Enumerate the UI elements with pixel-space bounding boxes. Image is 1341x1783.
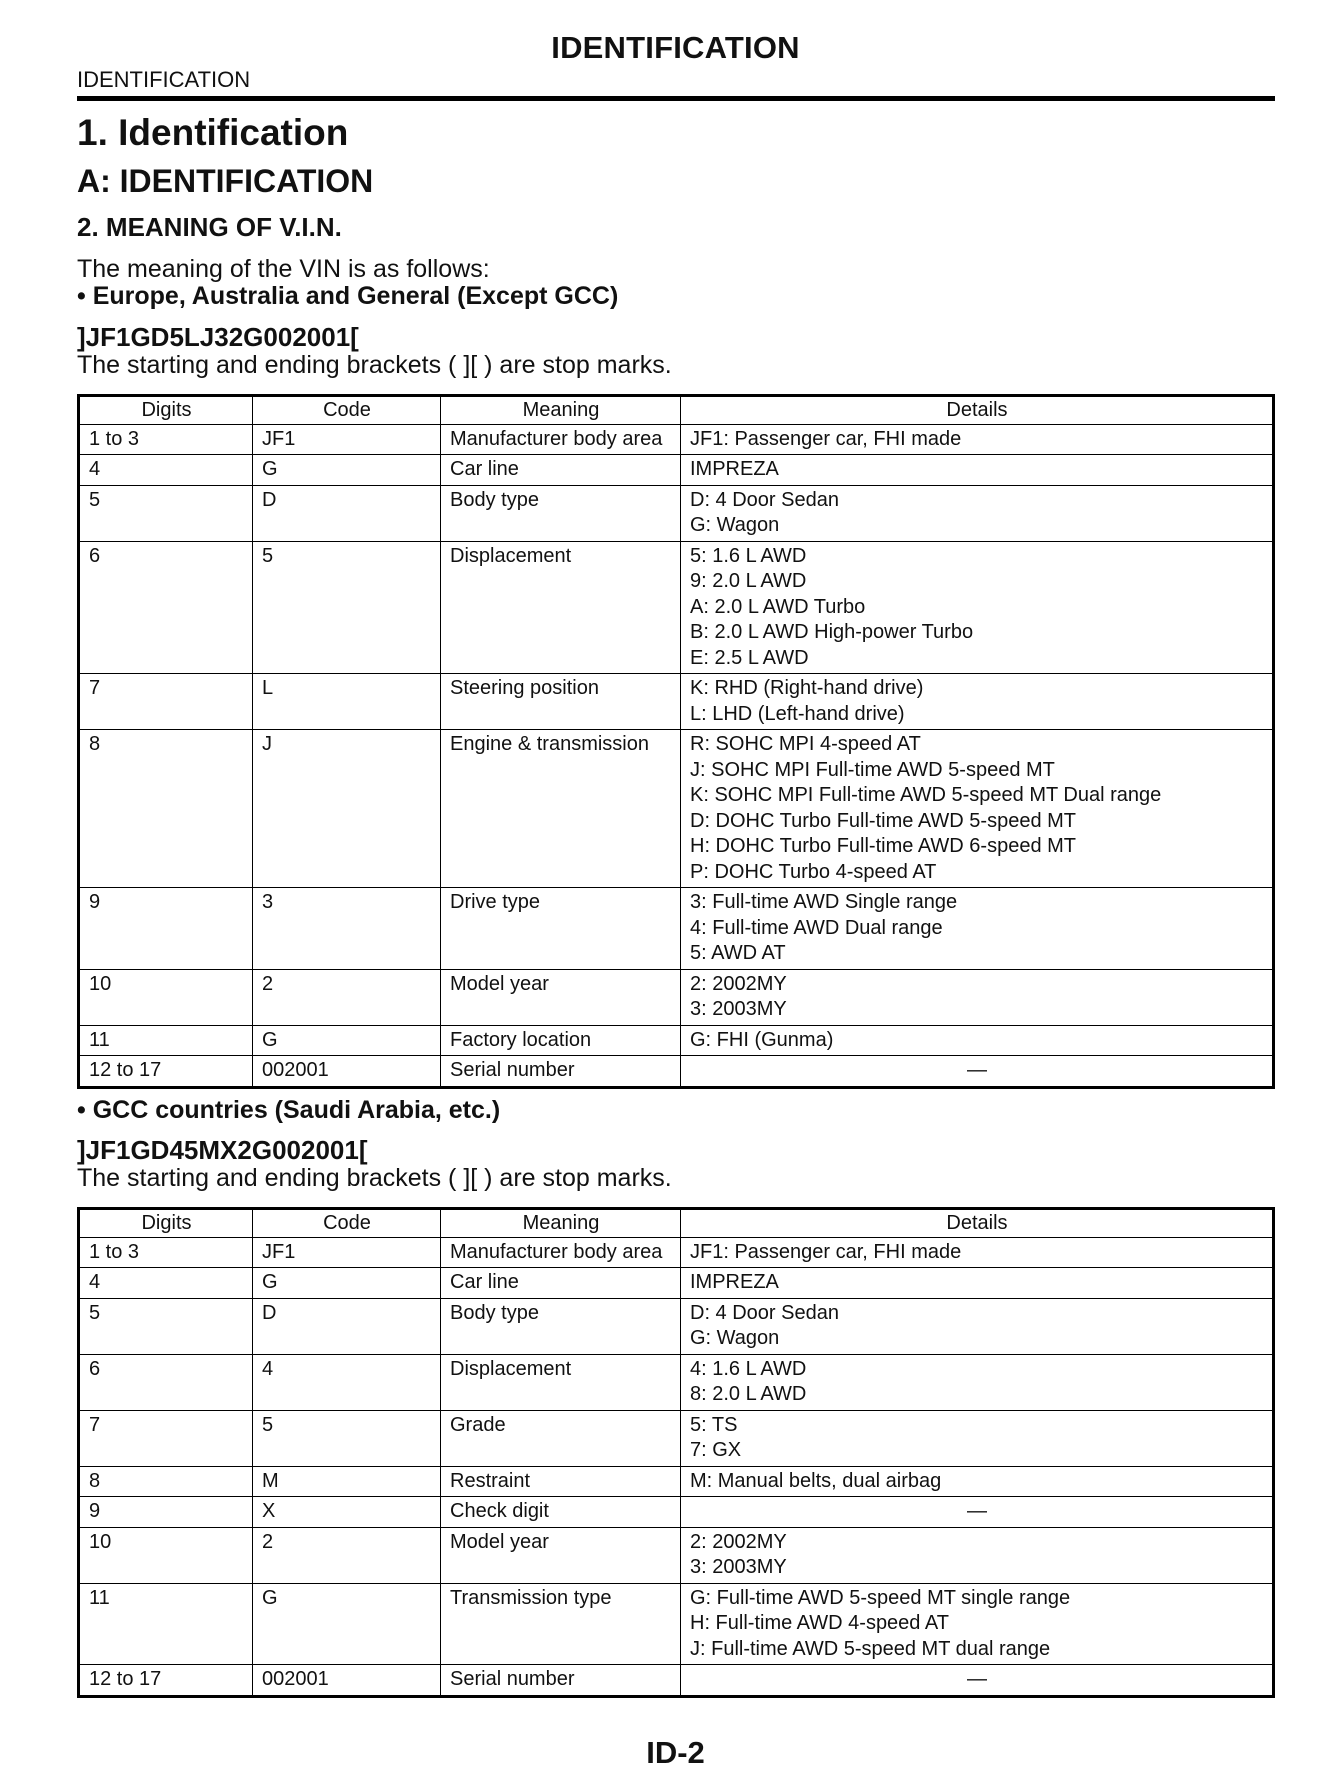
- cell-code: 2: [253, 1527, 441, 1583]
- detail-line: D: DOHC Turbo Full-time AWD 5-speed MT: [690, 809, 1077, 832]
- cell-details: [681, 1056, 1274, 1088]
- detail-line: IMPREZA: [690, 1271, 779, 1293]
- region-label-general: • Europe, Australia and General (Except GCC): [77, 282, 619, 310]
- section-heading: A: IDENTIFICATION: [77, 163, 374, 199]
- column-header-digits: Digits: [79, 1209, 253, 1238]
- table-row: [79, 455, 1274, 486]
- detail-line: —: [967, 1500, 987, 1522]
- cell-digits: 7: [79, 674, 253, 730]
- table-header-row: [79, 1209, 1274, 1238]
- detail-line: P: DOHC Turbo 4-speed AT: [690, 860, 937, 883]
- cell-digits: 5: [79, 485, 253, 541]
- cell-meaning: Body type: [441, 1298, 681, 1354]
- column-header-code: Code: [253, 1209, 441, 1238]
- cell-code: 3: [253, 888, 441, 970]
- detail-line: G: Wagon: [690, 1327, 780, 1349]
- cell-digits: 4: [79, 1268, 253, 1299]
- table-row: [79, 1466, 1274, 1497]
- detail-line: 8: 2.0 L AWD: [690, 1383, 807, 1405]
- vin-example-general: ]JF1GD5LJ32G002001[: [77, 322, 359, 352]
- cell-digits: 11: [79, 1025, 253, 1056]
- cell-code: JF1: [253, 1237, 441, 1268]
- subsection-heading: 2. MEANING OF V.I.N.: [77, 212, 342, 242]
- cell-details: [681, 424, 1274, 455]
- detail-line: IMPREZA: [690, 458, 779, 480]
- detail-line: G: Wagon: [690, 514, 780, 536]
- detail-line: J: Full-time AWD 5-speed MT dual range: [690, 1637, 1051, 1660]
- cell-details: [681, 1298, 1274, 1354]
- vin-table-gcc: [77, 1207, 1275, 1698]
- cell-code: G: [253, 1583, 441, 1665]
- column-header-meaning: Meaning: [441, 1209, 681, 1238]
- header-divider: [77, 96, 1275, 101]
- cell-details: [681, 1237, 1274, 1268]
- table-row: [79, 1354, 1274, 1410]
- cell-details: [681, 730, 1274, 888]
- table-row: [79, 1056, 1274, 1088]
- cell-digits: 1 to 3: [79, 1237, 253, 1268]
- cell-digits: 9: [79, 1497, 253, 1528]
- cell-code: G: [253, 1268, 441, 1299]
- cell-meaning: Engine & transmission: [441, 730, 681, 888]
- table-row: [79, 888, 1274, 970]
- table-row: [79, 1298, 1274, 1354]
- cell-code: 5: [253, 1410, 441, 1466]
- table-row: [79, 969, 1274, 1025]
- cell-code: 002001: [253, 1056, 441, 1088]
- cell-details: [681, 1665, 1274, 1697]
- detail-line: E: 2.5 L AWD: [690, 646, 809, 669]
- table-row: [79, 1527, 1274, 1583]
- cell-digits: 4: [79, 455, 253, 486]
- cell-digits: 10: [79, 969, 253, 1025]
- detail-line: —: [967, 1059, 987, 1081]
- cell-details: [681, 674, 1274, 730]
- cell-digits: 9: [79, 888, 253, 970]
- cell-digits: 10: [79, 1527, 253, 1583]
- cell-code: G: [253, 455, 441, 486]
- detail-line: 4: 1.6 L AWD: [690, 1357, 807, 1380]
- column-header-meaning: Meaning: [441, 396, 681, 425]
- cell-code: 4: [253, 1354, 441, 1410]
- cell-meaning: Serial number: [441, 1056, 681, 1088]
- detail-line: 5: 1.6 L AWD: [690, 544, 807, 567]
- detail-line: 3: 2003MY: [690, 998, 787, 1020]
- detail-line: 4: Full-time AWD Dual range: [690, 916, 943, 939]
- table-row: [79, 1268, 1274, 1299]
- detail-line: 5: AWD AT: [690, 942, 786, 964]
- table-row: [79, 1497, 1274, 1528]
- cell-code: X: [253, 1497, 441, 1528]
- cell-details: [681, 888, 1274, 970]
- vin-table-general: [77, 394, 1275, 1089]
- cell-meaning: Manufacturer body area: [441, 424, 681, 455]
- cell-meaning: Check digit: [441, 1497, 681, 1528]
- cell-code: G: [253, 1025, 441, 1056]
- cell-digits: 7: [79, 1410, 253, 1466]
- detail-line: 7: GX: [690, 1439, 742, 1461]
- table-row: [79, 485, 1274, 541]
- cell-digits: 8: [79, 730, 253, 888]
- detail-line: H: Full-time AWD 4-speed AT: [690, 1612, 949, 1634]
- table-header-row: [79, 396, 1274, 425]
- cell-details: [681, 1466, 1274, 1497]
- cell-meaning: Manufacturer body area: [441, 1237, 681, 1268]
- table-row: [79, 1665, 1274, 1697]
- table-row: [79, 1025, 1274, 1056]
- cell-code: J: [253, 730, 441, 888]
- cell-code: M: [253, 1466, 441, 1497]
- cell-code: D: [253, 485, 441, 541]
- region-label-gcc: • GCC countries (Saudi Arabia, etc.): [77, 1096, 501, 1124]
- cell-code: JF1: [253, 424, 441, 455]
- detail-line: R: SOHC MPI 4-speed AT: [690, 733, 921, 755]
- detail-line: JF1: Passenger car, FHI made: [690, 427, 962, 450]
- table-row: [79, 541, 1274, 674]
- column-header-details: Details: [681, 396, 1274, 425]
- cell-meaning: Car line: [441, 455, 681, 486]
- cell-meaning: Factory location: [441, 1025, 681, 1056]
- column-header-code: Code: [253, 396, 441, 425]
- detail-line: JF1: Passenger car, FHI made: [690, 1240, 962, 1263]
- cell-digits: 1 to 3: [79, 424, 253, 455]
- cell-code: 5: [253, 541, 441, 674]
- cell-code: L: [253, 674, 441, 730]
- detail-line: K: SOHC MPI Full-time AWD 5-speed MT Dual range: [690, 784, 1162, 806]
- table-body: [79, 1237, 1274, 1696]
- cell-digits: 6: [79, 541, 253, 674]
- cell-details: [681, 1583, 1274, 1665]
- detail-line: D: 4 Door Sedan: [690, 1301, 839, 1324]
- detail-line: K: RHD (Right-hand drive): [690, 677, 924, 699]
- running-title: IDENTIFICATION: [551, 30, 800, 65]
- page-number: ID-2: [646, 1735, 705, 1770]
- cell-digits: 11: [79, 1583, 253, 1665]
- cell-details: [681, 1268, 1274, 1299]
- table-body: [79, 424, 1274, 1087]
- cell-details: [681, 969, 1274, 1025]
- cell-meaning: Grade: [441, 1410, 681, 1466]
- cell-details: [681, 541, 1274, 674]
- cell-meaning: Displacement: [441, 1354, 681, 1410]
- cell-digits: 5: [79, 1298, 253, 1354]
- table-row: [79, 1583, 1274, 1665]
- detail-line: M: Manual belts, dual airbag: [690, 1469, 942, 1492]
- cell-meaning: Displacement: [441, 541, 681, 674]
- detail-line: 2: 2002MY: [690, 1530, 787, 1553]
- column-header-details: Details: [681, 1209, 1274, 1238]
- table-row: [79, 424, 1274, 455]
- detail-line: G: Full-time AWD 5-speed MT single range: [690, 1586, 1071, 1609]
- detail-line: D: 4 Door Sedan: [690, 488, 839, 511]
- cell-details: [681, 485, 1274, 541]
- cell-meaning: Model year: [441, 1527, 681, 1583]
- cell-meaning: Model year: [441, 969, 681, 1025]
- cell-details: [681, 1354, 1274, 1410]
- cell-meaning: Steering position: [441, 674, 681, 730]
- cell-digits: 12 to 17: [79, 1056, 253, 1088]
- cell-details: [681, 1025, 1274, 1056]
- column-header-digits: Digits: [79, 396, 253, 425]
- cell-meaning: Transmission type: [441, 1583, 681, 1665]
- running-section-label: IDENTIFICATION: [77, 67, 251, 92]
- table-row: [79, 1237, 1274, 1268]
- stop-marks-note-general: The starting and ending brackets ( ][ ) are stop marks.: [77, 351, 672, 379]
- cell-code: 002001: [253, 1665, 441, 1697]
- cell-digits: 8: [79, 1466, 253, 1497]
- cell-meaning: Drive type: [441, 888, 681, 970]
- detail-line: J: SOHC MPI Full-time AWD 5-speed MT: [690, 758, 1055, 781]
- cell-digits: 12 to 17: [79, 1665, 253, 1697]
- cell-details: [681, 455, 1274, 486]
- cell-meaning: Body type: [441, 485, 681, 541]
- table-row: [79, 730, 1274, 888]
- chapter-heading: 1. Identification: [77, 112, 349, 153]
- cell-details: [681, 1410, 1274, 1466]
- detail-line: —: [967, 1668, 987, 1690]
- cell-code: 2: [253, 969, 441, 1025]
- vin-example-gcc: ]JF1GD45MX2G002001[: [77, 1135, 368, 1165]
- detail-line: 3: 2003MY: [690, 1556, 787, 1578]
- detail-line: 5: TS: [690, 1413, 738, 1436]
- cell-meaning: Restraint: [441, 1466, 681, 1497]
- cell-digits: 6: [79, 1354, 253, 1410]
- cell-meaning: Serial number: [441, 1665, 681, 1697]
- cell-code: D: [253, 1298, 441, 1354]
- detail-line: A: 2.0 L AWD Turbo: [690, 595, 866, 618]
- cell-details: [681, 1527, 1274, 1583]
- detail-line: 2: 2002MY: [690, 972, 787, 995]
- table-row: [79, 674, 1274, 730]
- detail-line: G: FHI (Gunma): [690, 1028, 834, 1051]
- table-row: [79, 1410, 1274, 1466]
- detail-line: 3: Full-time AWD Single range: [690, 891, 958, 913]
- detail-line: L: LHD (Left-hand drive): [690, 702, 905, 725]
- detail-line: 9: 2.0 L AWD: [690, 570, 807, 592]
- cell-meaning: Car line: [441, 1268, 681, 1299]
- intro-text: The meaning of the VIN is as follows:: [77, 255, 490, 283]
- detail-line: H: DOHC Turbo Full-time AWD 6-speed MT: [690, 835, 1077, 857]
- cell-details: [681, 1497, 1274, 1528]
- stop-marks-note-gcc: The starting and ending brackets ( ][ ) are stop marks.: [77, 1164, 672, 1192]
- detail-line: B: 2.0 L AWD High-power Turbo: [690, 621, 974, 643]
